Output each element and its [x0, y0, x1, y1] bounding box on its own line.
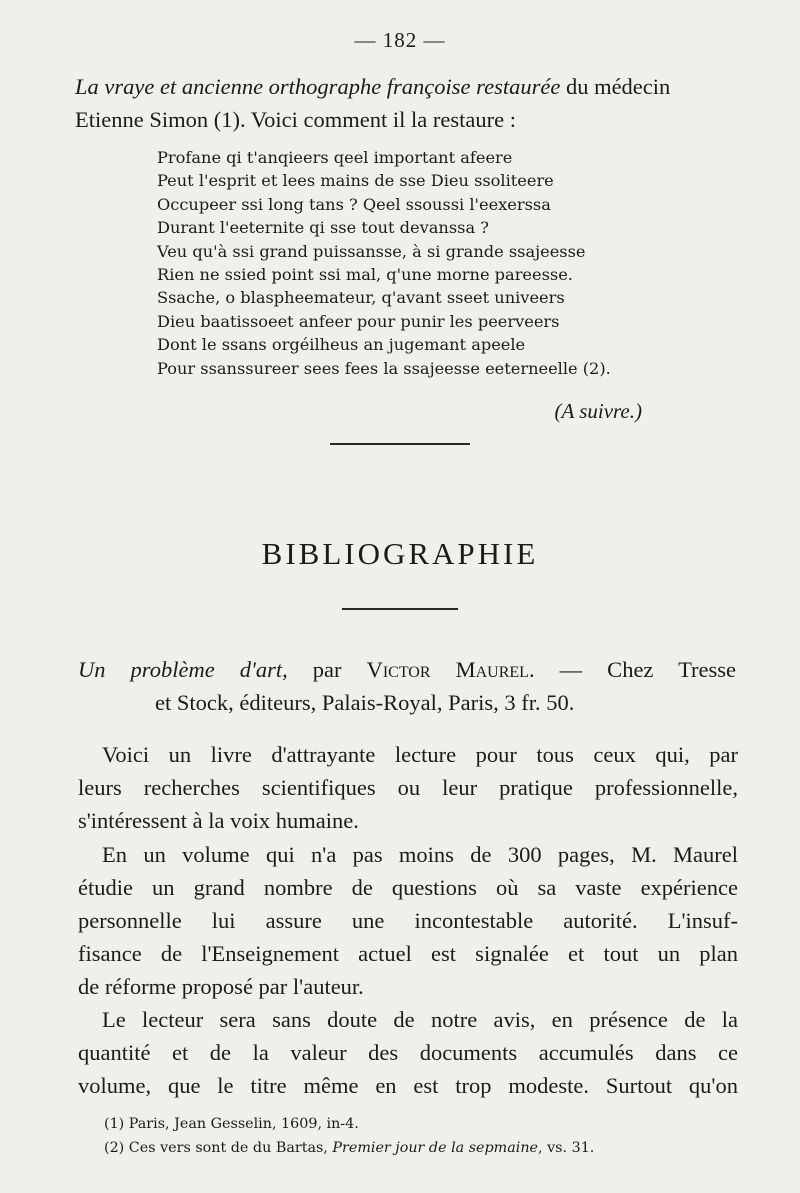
- verse-line: Rien ne ssied point ssi mal, q'une morne pareesse.: [157, 265, 573, 285]
- body-line: Le lecteur sera sans doute de notre avis, en présence de la: [102, 1007, 738, 1032]
- divider-rule: [330, 443, 470, 445]
- verse-line: Dont le ssans orgéilheus an jugemant apeele: [157, 335, 526, 355]
- body-line: leurs recherches scientifiques ou leur pratique professionnelle,: [78, 775, 738, 800]
- body-line: quantité et de la valeur des documents accumulés dans ce: [78, 1040, 738, 1065]
- verse-quote: [157, 146, 611, 380]
- body-line: En un volume qui n'a pas moins de 300 pages, M. Maurel: [102, 842, 738, 867]
- book-publisher-head: . — Chez Tresse: [528, 657, 736, 682]
- footnote-2-tail: , vs. 31.: [538, 1140, 595, 1156]
- intro-line-2: Etienne Simon (1). Voici comment il la restaure :: [75, 107, 516, 132]
- verse-line: Profane qi t'anqieers qeel important afeere: [157, 148, 513, 167]
- verse-line: Ssache, o blaspheemateur, q'avant sseet univeers: [157, 288, 565, 308]
- verse-line: Dieu baatissoeet anfeer pour punir les peerveers: [157, 311, 560, 331]
- body-line: étudie un grand nombre de questions où sa vaste expérience: [78, 875, 738, 900]
- body-line: volume, que le titre même en est trop modeste. Surtout qu'on: [78, 1073, 738, 1098]
- to-be-continued: (A suivre.): [554, 399, 642, 423]
- verse-line: Occupeer ssi long tans ? Qeel ssoussi l'eexerssa: [157, 194, 551, 214]
- intro-line-1: [75, 70, 670, 103]
- book-title: Un problème d'art: [78, 657, 283, 682]
- page-number: — 182 —: [354, 28, 446, 52]
- footnote-1: (1) Paris, Jean Gesselin, 1609, in-4.: [104, 1116, 359, 1132]
- divider-rule: [342, 608, 458, 610]
- verse-line: Durant l'eeternite qi sse tout devanssa ?: [157, 218, 489, 238]
- cited-title: La vraye et ancienne orthographe françoise restaurée: [75, 74, 561, 99]
- verse-line: Veu qu'à ssi grand puissansse, à si grande ssajeesse: [157, 241, 586, 261]
- body-line: personnelle lui assure une incontestable autorité. L'insuf-: [78, 908, 738, 933]
- book-reference-line-1: [78, 653, 736, 686]
- section-title: BIBLIOGRAPHIE: [261, 536, 539, 571]
- body-line: Voici un livre d'attrayante lecture pour tous ceux qui, par: [102, 742, 738, 767]
- body-line: s'intéressent à la voix humaine.: [78, 808, 359, 833]
- footnote-2: [104, 1136, 594, 1160]
- body-line: fisance de l'Enseignement actuel est signalée et tout un plan: [78, 941, 738, 966]
- book-by: , par: [282, 657, 367, 682]
- footnote-2-head: (2) Ces vers sont de du Bartas,: [104, 1140, 333, 1156]
- book-reference-line-2: et Stock, éditeurs, Palais-Royal, Paris, 3 fr. 50.: [155, 690, 575, 715]
- body-line: de réforme proposé par l'auteur.: [78, 974, 364, 999]
- footnotes: [104, 1112, 594, 1160]
- book-author: Victor Maurel: [366, 657, 529, 682]
- footnote-2-title: Premier jour de la sepmaine: [332, 1140, 538, 1156]
- verse-line: Peut l'esprit et lees mains de sse Dieu ssoliteere: [157, 171, 554, 191]
- intro-line-1-tail: du médecin: [560, 74, 671, 99]
- verse-line: Pour ssanssureer sees fees la ssajeesse eeterneelle (2).: [157, 358, 611, 378]
